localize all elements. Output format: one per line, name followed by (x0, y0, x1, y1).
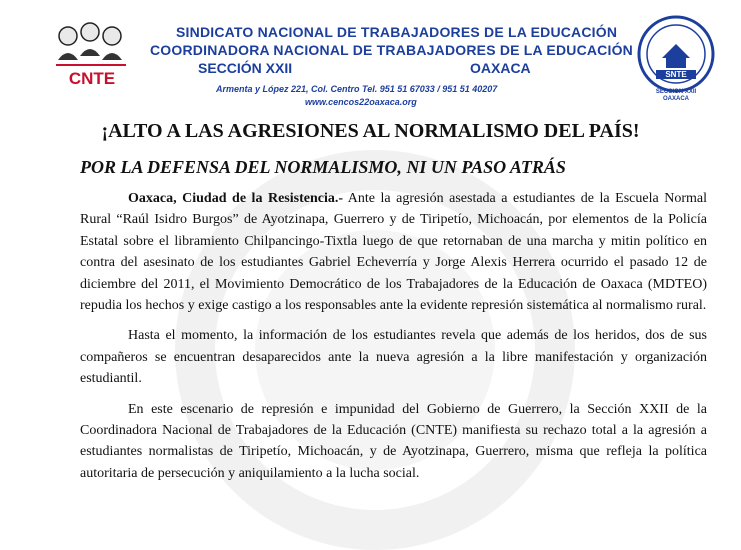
page-title: ¡ALTO A LAS AGRESIONES AL NORMALISMO DEL PAÍS! (101, 120, 640, 142)
dateline: Oaxaca, Ciudad de la Resistencia.- (128, 191, 344, 206)
letterhead (0, 0, 741, 112)
paragraph-3: En este escenario de represión e impunidad del Gobierno de Guerrero, la Sección XXII de la Coordinadora Nacional de Trabajadores de la Educación (CNTE) manifiesta su rechazo total a la agresión a estudiantes normalistas de Tiripetío, Michoacán, y de Ayotzinapa, Guerrero, misma que refleja la política autoritaria de persecución y aniquilamiento a la lucha social. (80, 401, 707, 481)
paragraph-1 (80, 188, 707, 316)
paragraph-1-text: Ante la agresión asestada a estudiantes de la Escuela Normal Rural “Raúl Isidro Burgos” de Ayotzinapa, Guerrero y de Tiripetío, Michoacán, por elementos de la Policía Estatal sobre el libramiento Chilpancingo-Tixtla luego de que retornaban de una marcha y mitin político en contra del asesinato de los estudiantes Gabriel Echeverría y Jorge Alexis Herrera ocurrido el pasado 12 de diciembre del 2011, el Movimiento Democrático de los Trabajadores de la Educación de Oaxaca (MDTEO) repudia los hechos y exige castigo a los responsables ante la evidente represión sistemática al normalismo rural. (80, 191, 708, 314)
svg-text:CNTE: CNTE (68, 69, 116, 88)
website-link[interactable]: www.cencos22oaxaca.org (305, 97, 417, 107)
union-name: SINDICATO NACIONAL DE TRABAJADORES DE LA EDUCACIÓN (176, 24, 618, 40)
section-name: SECCIÓN XXII (198, 60, 293, 76)
state-name: OAXACA (470, 60, 531, 76)
address-line: Armenta y López 221, Col. Centro Tel. 951 51 67033 / 951 51 40207 (216, 84, 498, 94)
snte-logo (636, 14, 716, 102)
coordinator-name: COORDINADORA NACIONAL DE TRABAJADORES DE LA EDUCACIÓN (150, 42, 633, 58)
svg-text:SNTE: SNTE (665, 70, 687, 79)
svg-text:OAXACA: OAXACA (662, 96, 690, 102)
cnte-logo (52, 18, 138, 88)
article-body (80, 188, 707, 493)
paragraph-2: Hasta el momento, la información de los estudiantes revela que además de los heridos, dos de sus compañeros se encuentran desaparecidos ante la nueva agresión a la libre manifestación y organización estudiantil. (80, 328, 707, 387)
page-subtitle: POR LA DEFENSA DEL NORMALISMO, NI UN PASO ATRÁS (80, 157, 566, 177)
svg-text:SECCION XXII: SECCION XXII (655, 89, 697, 95)
